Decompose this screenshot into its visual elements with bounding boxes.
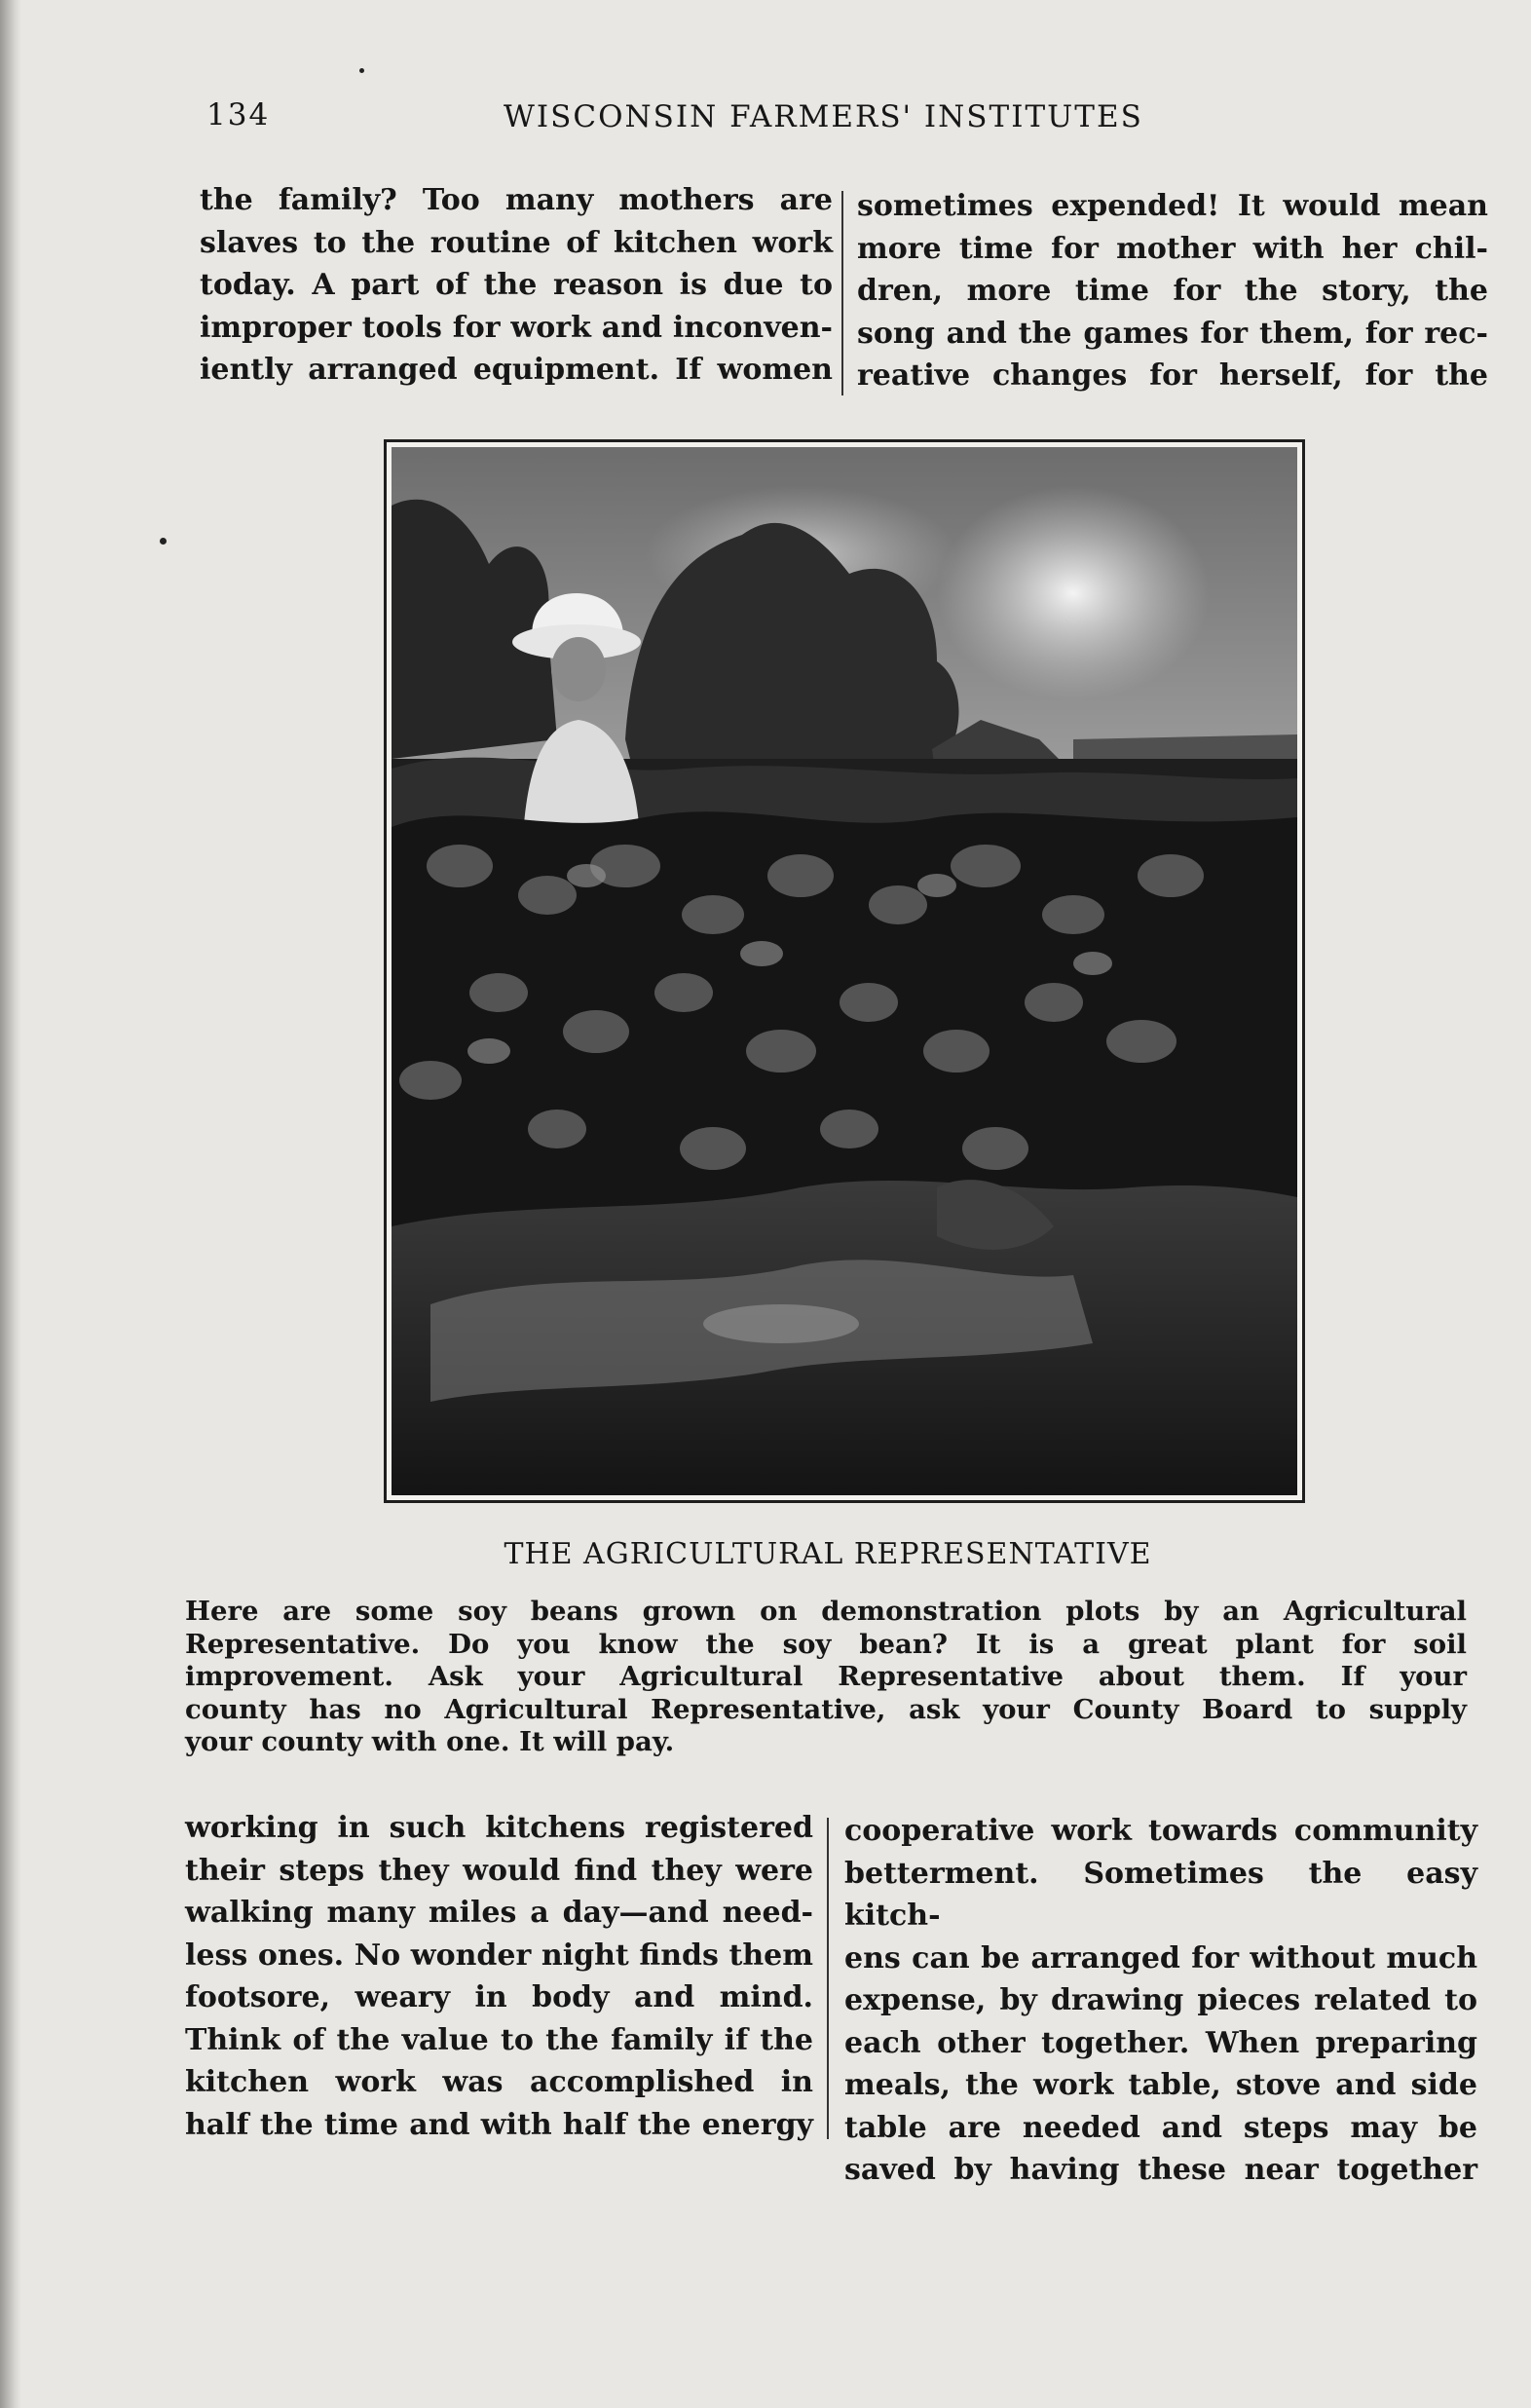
running-title: WISCONSIN FARMERS' INSTITUTES [504,99,1143,134]
text-line: walking many miles a day—and need- [185,1896,813,1930]
text-line: betterment. Sometimes the easy kitch- [844,1856,1477,1933]
text-line: reative changes for herself, for the [857,358,1488,393]
text-line: saved by having these near together [844,2153,1477,2187]
page-header [206,97,1180,146]
text-line: meals, the work table, stove and side [844,2068,1477,2102]
text-line: expense, by drawing pieces related to [844,1983,1477,2017]
text-line: each other together. When preparing [844,2025,1477,2060]
ink-speck [359,68,364,73]
text-line: more time for mother with her chil- [857,231,1488,266]
text-line: cooperative work towards community [844,1814,1477,1848]
text-line: footsore, weary in body and mind. [185,1980,813,2014]
text-line: working in such kitchens registered [185,1811,813,1845]
text-line: less ones. No wonder night finds them [185,1938,813,1973]
text-line: slaves to the routine of kitchen work [200,225,833,260]
photograph-frame [384,439,1305,1503]
top-right-column [857,185,1488,397]
text-line: Think of the value to the family if the [185,2022,813,2057]
text-line: Here are some soy beans grown on demonstration plots by an Agricultural [185,1596,1467,1627]
text-line: kitchen work was accomplished in [185,2065,813,2099]
text-line: the family? Too many mothers are [200,183,833,217]
top-column-rule [841,191,843,395]
text-line: sometimes expended! It would mean [857,189,1488,223]
text-line: iently arranged equipment. If women [200,353,833,387]
text-line: your county with one. It will pay. [185,1726,675,1757]
bottom-right-column [844,1810,1477,2192]
top-left-column [200,179,833,392]
text-line: today. A part of the reason is due to [200,268,833,302]
text-line: improvement. Ask your Agricultural Representative about them. If your [185,1661,1467,1692]
text-line: half the time and with half the energy [185,2107,813,2142]
text-line: ens can be arranged for without much [844,1940,1477,1975]
text-line: dren, more time for the story, the [857,274,1488,308]
text-line: county has no Agricultural Representative, ask your County Board to supply [185,1693,1467,1725]
bottom-column-rule [827,1818,829,2139]
page-edge-shadow [0,0,21,2408]
text-line: Representative. Do you know the soy bean? It is a great plant for soil [185,1628,1467,1660]
text-line: their steps they would find they were [185,1853,813,1888]
figure-caption [185,1596,1467,1759]
text-line: song and the games for them, for rec- [857,316,1488,351]
soy-bean-field-photo [392,447,1297,1495]
text-line: improper tools for work and inconven- [200,310,833,345]
page-number: 134 [206,97,271,132]
text-line: table are needed and steps may be [844,2110,1477,2145]
bottom-left-column [185,1807,813,2146]
ink-speck [160,538,167,545]
figure-title: THE AGRICULTURAL REPRESENTATIVE [504,1537,1152,1571]
